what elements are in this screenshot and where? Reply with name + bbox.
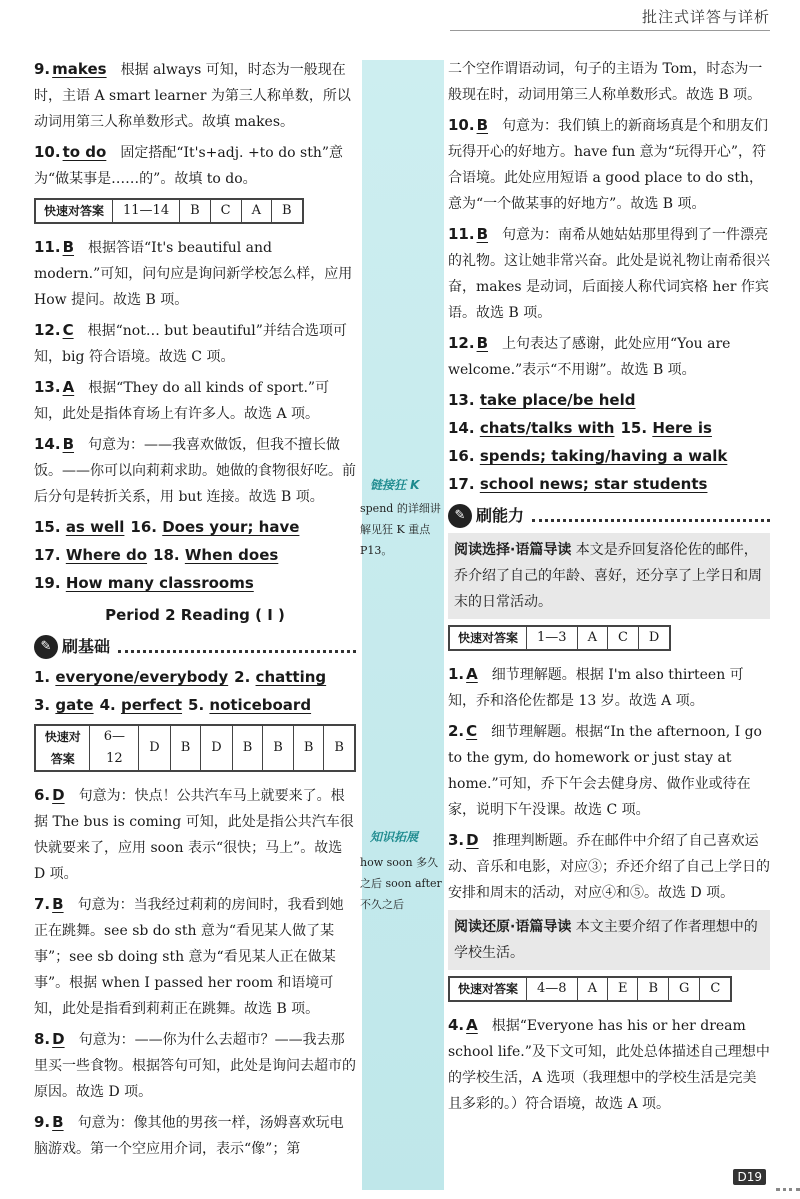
table-answer: C — [700, 977, 731, 1001]
answer-line — [34, 692, 356, 718]
table-range: 1—3 — [527, 626, 578, 650]
answer-line — [34, 570, 356, 596]
answer-letter: B — [476, 116, 489, 134]
question-number: 3. — [448, 831, 465, 849]
answer-entry — [34, 431, 356, 510]
question-number: 12. — [448, 334, 475, 352]
question-number: 10. — [34, 143, 61, 161]
question-number: 4. — [448, 1016, 465, 1034]
question-number: 2. — [448, 722, 465, 740]
question-number: 10. — [448, 116, 475, 134]
quick-answer-table — [34, 198, 304, 224]
explanation-text: 句意为：——你为什么去超市？——我去那里买一些食物。根据答句可知，此处是询问去超市的原因。故选 D 项。 — [34, 1032, 356, 1100]
answer-letter: to do — [62, 143, 107, 161]
answer-entry — [448, 1012, 770, 1117]
explanation-text: 固定搭配“It's+adj. +to do sth”意为“做某事是……的”。故填 to do。 — [34, 145, 344, 187]
question-number: 9. — [34, 1113, 51, 1131]
question-number: 16. — [448, 447, 475, 465]
brush-icon: ✎ — [34, 635, 58, 659]
answer-letter: B — [52, 1113, 64, 1131]
answer-entry — [448, 112, 770, 217]
table-answer: B — [170, 725, 201, 771]
section-basic — [34, 634, 356, 660]
table-answer: D — [638, 626, 670, 650]
explanation-text: 根据 always 可知，时态为一般现在时，主语 A smart learner 为第三人称单数，所以动词用第三人称单数形式。故填 makes。 — [34, 62, 351, 130]
link-tag: 链接狂 K — [370, 478, 420, 492]
continuation-text: 二个空作谓语动词，句子的主语为 Tom，时态为一般现在时，动词用第三人称单数形式。故选 B 项。 — [448, 61, 763, 103]
answer-letter: B — [62, 238, 75, 256]
fill-answer: When does — [184, 546, 279, 564]
answer-letter: D — [52, 1030, 65, 1048]
quick-answer-table — [448, 976, 732, 1002]
fill-answer: chatting — [255, 668, 327, 686]
explanation-text: 上句表达了感谢，此处应用“You are welcome.”表示“不用谢”。故选 B 项。 — [448, 336, 731, 378]
answer-line — [34, 542, 356, 568]
question-number: 9. — [34, 60, 51, 78]
left-column — [34, 56, 356, 1166]
table-label: 快速对答案 — [458, 631, 519, 645]
table-answer: G — [669, 977, 700, 1001]
question-number: 13. — [34, 378, 61, 396]
quick-answer-table — [34, 724, 356, 772]
question-number: 4. — [99, 696, 116, 714]
table-answer: B — [263, 725, 294, 771]
fill-answer: as well — [65, 518, 125, 536]
question-number: 1. — [34, 668, 51, 686]
fill-answer: noticeboard — [209, 696, 312, 714]
answer-entry — [34, 317, 356, 370]
answer-line — [34, 664, 356, 690]
table-answer: C — [607, 626, 638, 650]
fill-answer: Does your; have — [162, 518, 300, 536]
margin-note-spend: spend 的详细讲解见狂 K 重点 P13。 — [360, 502, 441, 557]
explanation-text: 句意为：南希从她姑姑那里得到了一件漂亮的礼物。这让她非常兴奋。此处是说礼物让南希很兴奋，makes 是动词，后面接人称代词宾格 her 作宾语。故选 B 项。 — [448, 227, 770, 321]
answer-entry — [34, 891, 356, 1022]
answer-entry — [448, 330, 770, 383]
header-title: 批注式详答与详析 — [641, 8, 770, 26]
table-answer: A — [577, 977, 607, 1001]
question-number: 11. — [34, 238, 61, 256]
explanation-text: 细节理解题。根据 I'm also thirteen 可知，乔和洛伦佐都是 13 岁。故选 A 项。 — [448, 667, 744, 709]
table-range: 6—12 — [90, 725, 139, 771]
table-range: 4—8 — [527, 977, 578, 1001]
table-answer: A — [577, 626, 607, 650]
fill-answer: gate — [55, 696, 94, 714]
fill-answer: everyone/everybody — [55, 668, 229, 686]
fill-answer: school news; star students — [479, 475, 708, 493]
question-number: 5. — [188, 696, 205, 714]
dotted-rule — [118, 642, 356, 653]
question-number: 1. — [448, 665, 465, 683]
answer-letter: B — [476, 334, 489, 352]
answer-line — [448, 471, 770, 497]
answer-letter: A — [466, 665, 478, 683]
guide-label: 阅读还原·语篇导读 — [454, 919, 572, 935]
answer-entry — [34, 782, 356, 887]
answer-letter: A — [466, 1016, 478, 1034]
question-number: 18. — [153, 546, 180, 564]
answer-entry — [448, 221, 770, 326]
answer-letter: D — [466, 831, 479, 849]
reading-guide — [448, 910, 770, 970]
table-answer: B — [638, 977, 669, 1001]
explanation-text: 句意为：——我喜欢做饭，但我不擅长做饭。——你可以向莉莉求助。她做的食物很好吃。前后分句是转折关系，用 but 连接。故选 B 项。 — [34, 437, 356, 505]
question-number: 14. — [34, 435, 61, 453]
question-number: 2. — [234, 668, 251, 686]
answer-letter: B — [62, 435, 75, 453]
question-number: 17. — [34, 546, 61, 564]
fill-answer: spends; taking/having a walk — [479, 447, 728, 465]
answer-line — [448, 443, 770, 469]
section-label: 刷基础 — [62, 637, 111, 656]
answer-entry — [34, 1109, 356, 1162]
answer-entry — [34, 56, 356, 135]
reading-guide — [448, 533, 770, 619]
question-number: 15. — [620, 419, 648, 437]
answer-line — [448, 387, 770, 413]
table-answer: D — [201, 725, 232, 771]
answer-line — [448, 415, 770, 441]
question-number: 7. — [34, 895, 51, 913]
table-answer: B — [293, 725, 324, 771]
question-number: 11. — [448, 225, 475, 243]
fill-answer: Here is — [652, 419, 712, 437]
table-label: 快速对答案 — [44, 204, 105, 218]
table-label: 快速对答案 — [458, 982, 519, 996]
section-ability — [448, 503, 770, 529]
quick-answer-table — [448, 625, 671, 651]
answer-entry — [34, 234, 356, 313]
page-number: D19 — [733, 1169, 766, 1185]
explanation-text: 推理判断题。乔在邮件中介绍了自己喜欢运动、音乐和电影，对应③；乔还介绍了自己上学日的安排和周末的活动，对应④和⑤。故选 D 项。 — [448, 833, 770, 901]
question-number: 8. — [34, 1030, 51, 1048]
answer-letter: makes — [52, 60, 107, 78]
margin-note-band — [362, 60, 444, 1190]
table-range: 11—14 — [113, 199, 180, 223]
explanation-text: 根据“They do all kinds of sport.”可知，此处是指体育场上有许多人。故选 A 项。 — [34, 380, 330, 422]
answer-entry — [448, 718, 770, 823]
answer-entry — [448, 661, 770, 714]
table-answer: C — [210, 199, 241, 223]
answer-line — [34, 514, 356, 540]
fill-answer: perfect — [120, 696, 183, 714]
table-answer: D — [139, 725, 170, 771]
question-number: 14. — [448, 419, 475, 437]
explanation-text: 根据“not… but beautiful”并结合选项可知，big 符合语境。故选 C 项。 — [34, 323, 347, 365]
right-column — [448, 56, 770, 1121]
explanation-text: 句意为：我们镇上的新商场真是个和朋友们玩得开心的好地方。have fun 意为“玩得开心”，符合语境。此处应用短语 a good place to do sth，意为“一个做某事的好地方”。故选 B 项。 — [448, 118, 769, 212]
dotted-rule — [532, 511, 770, 522]
answer-letter: B — [52, 895, 64, 913]
question-number: 6. — [34, 786, 51, 804]
answer-entry — [34, 1026, 356, 1105]
fill-answer: How many classrooms — [65, 574, 254, 592]
answer-entry — [448, 827, 770, 906]
answer-letter: B — [476, 225, 489, 243]
table-answer: E — [607, 977, 638, 1001]
question-number: 13. — [448, 391, 475, 409]
answer-letter: D — [52, 786, 65, 804]
brush-icon: ✎ — [448, 504, 472, 528]
explanation-text: 细节理解题。根据“In the afternoon, I go to the gym, do homework or just stay at home.”可知，乔下午会去健身房、做作业或待在家，说明下午没课。故选 C 项。 — [448, 724, 762, 818]
answer-entry — [34, 139, 356, 192]
knowledge-tag: 知识拓展 — [370, 830, 419, 844]
explanation-text: 根据“Everyone has his or her dream school life.”及下文可知，此处总体描述自己理想中的学校生活，A 选项（我理想中的学校生活是完美且多彩的。）符合语境，故选 A 项。 — [448, 1018, 770, 1112]
explanation-text: 根据答语“It's beautiful and modern.”可知，问句应是询问新学校怎么样，应用 How 提问。故选 B 项。 — [34, 240, 353, 308]
table-answer: B — [272, 199, 303, 223]
question-number: 19. — [34, 574, 61, 592]
explanation-text: 句意为：当我经过莉莉的房间时，我看到她正在跳舞。see sb do sth 意为“看见某人做了某事”；see sb doing sth 意为“看见某人正在做某事”。根据 when I passed her room 和语境可知，此处是指看到莉莉正在跳舞。故选 B 项。 — [34, 897, 344, 1017]
answer-letter: C — [62, 321, 74, 339]
answer-letter: A — [62, 378, 75, 396]
question-number: 3. — [34, 696, 51, 714]
corner-dots — [776, 1188, 800, 1191]
table-answer: A — [241, 199, 271, 223]
table-answer: B — [324, 725, 355, 771]
explanation-text: 句意为：快点！公共汽车马上就要来了。根据 The bus is coming 可知，此处是指公共汽车很快就要来了，应用 soon 表示“很快；马上”。故选 D 项。 — [34, 788, 354, 882]
fill-answer: take place/be held — [479, 391, 636, 409]
explanation-text: 句意为：像其他的男孩一样，汤姆喜欢玩电脑游戏。第一个空应用介词，表示“像”；第 — [34, 1115, 344, 1157]
question-number: 17. — [448, 475, 475, 493]
answer-entry — [34, 374, 356, 427]
fill-answer: Where do — [65, 546, 148, 564]
section-label: 刷能力 — [476, 506, 525, 525]
table-label: 快速对答案 — [44, 730, 81, 766]
table-answer: B — [232, 725, 263, 771]
question-number: 12. — [34, 321, 61, 339]
question-number: 16. — [130, 518, 157, 536]
margin-note-soon: how soon 多久之后 soon after 不久之后 — [360, 856, 442, 911]
header-rule — [450, 30, 770, 31]
period-title: Period 2 Reading ( Ⅰ ) — [105, 606, 285, 624]
question-number: 15. — [34, 518, 61, 536]
guide-label: 阅读选择·语篇导读 — [454, 542, 572, 558]
guide-text: 本文是乔回复洛伦佐的邮件，乔介绍了自己的年龄、喜好，还分享了上学日和周末的日常活动。 — [454, 542, 762, 610]
table-answer: B — [180, 199, 211, 223]
fill-answer: chats/talks with — [479, 419, 615, 437]
answer-letter: C — [466, 722, 478, 740]
guide-text: 本文主要介绍了作者理想中的学校生活。 — [454, 919, 758, 961]
